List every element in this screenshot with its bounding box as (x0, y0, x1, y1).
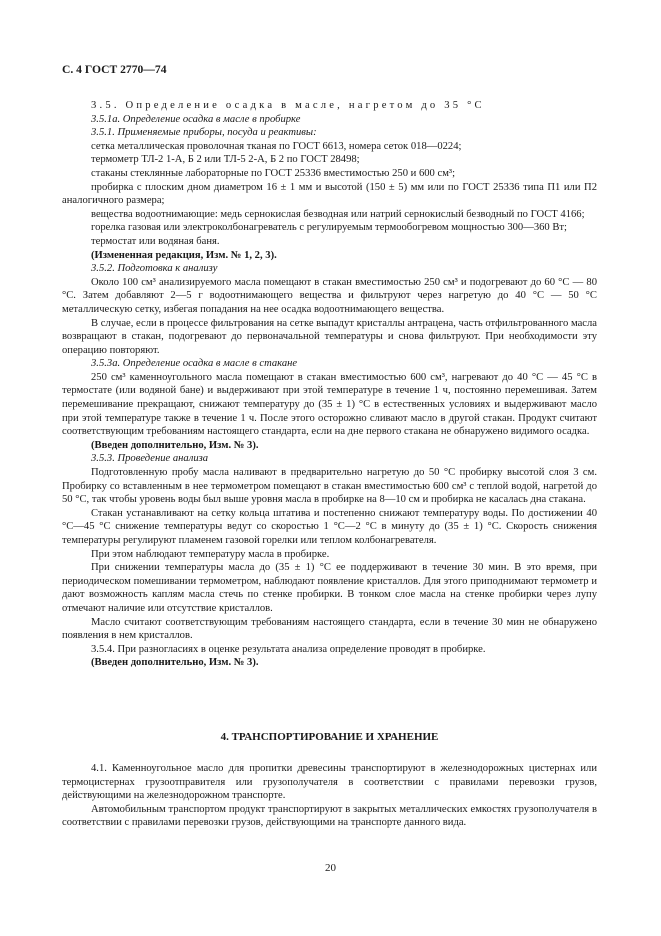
paragraph: Около 100 см³ анализируемого масла помещают в стакан вместимостью 250 см³ и подогревают до 60 °С — 80 °С. Затем добавляют 2—5 г водоотнимающего вещества и фильтруют через нагретую до 40 °С — 50 °С металлическую сетку, избегая попадания на нее осадка водоотнимающего вещества. (62, 276, 597, 315)
paragraph: Подготовленную пробу масла наливают в предварительно нагретую до 50 °С пробирку высотой слоя 3 см. Пробирку со вставленным в нее термометром помещают в стакан вместимостью 600 см³ с теплой водой, нагретой до 50 °С, так чтобы уровень воды был выше уровня масла в пробирке на 8—10 см и пробирка не касалась дна стакана. (62, 467, 597, 506)
amendment-note: (Введен дополнительно, Изм. № 3). (91, 657, 259, 669)
subsection-3-5-2: 3.5.2. Подготовка к анализу (91, 263, 218, 275)
amendment-note: (Введен дополнительно, Изм. № 3). (91, 439, 259, 451)
section-heading-3-5: 3.5. Определение осадка в масле, нагретом до 35 °С (91, 100, 485, 111)
list-item: горелка газовая или электроколбонагреватель с регулируемым термообогревом мощностью 300—360 Вт; (91, 222, 567, 234)
section-3-5 (62, 99, 597, 670)
subsection-3-5-1a: 3.5.1а. Определение осадка в масле в пробирке (91, 113, 301, 125)
list-item: термометр ТЛ-2 1-А, Б 2 или ТЛ-5 2-А, Б 2 по ГОСТ 28498; (91, 154, 360, 166)
amendment-note: (Измененная редакция, Изм. № 1, 2, 3). (91, 249, 277, 261)
paragraph: Масло считают соответствующим требованиям настоящего стандарта, если в течение 30 мин не обнаружено появления в нем кристаллов. (62, 616, 597, 642)
subsection-3-5-1: 3.5.1. Применяемые приборы, посуда и реактивы: (91, 127, 317, 139)
paragraph: Автомобильным транспортом продукт транспортируют в закрытых металлических емкостях грузополучателя в соответствии с правилами перевозки грузов, действующими на транспорте данного вида. (62, 803, 597, 829)
paragraph: В случае, если в процессе фильтрования на сетке выпадут кристаллы антрацена, часть отфильтрованного масла возвращают в стакан, подогревают до первоначальной температуры и снова фильтруют. При необходимости эту операцию повторяют. (62, 317, 597, 356)
section-heading-4: 4. ТРАНСПОРТИРОВАНИЕ И ХРАНЕНИЕ (220, 731, 439, 743)
paragraph: 250 см³ каменноугольного масла помещают в стакан вместимостью 600 см³, нагревают до 40 °С — 45 °С в термостате (или водяной бане) и выдерживают при этой температуре в течение 1 ч, постоянно перемешивая. Затем перемешивание прекращают, снижают температуру до (35 ± 1) °С в естественных условиях и выдерживают масло при этой температуре также в течение 1 ч. После этого осторожно сливают масло в другой стакан. Продукт считают соответствующим требованиям настоящего стандарта, если на дне первого стакана не обнаружено видимого осадка. (62, 371, 597, 438)
paragraph: При этом наблюдают температуру масла в пробирке. (91, 548, 330, 560)
paragraph: 4.1. Каменноугольное масло для пропитки древесины транспортируют в железнодорожных цистернах или термоцистернах грузоотправителя или грузополучателя в соответствии с правилами перевозки грузов, действующими на железнодорожном транспорте. (62, 763, 597, 802)
paragraph: При снижении температуры масла до (35 ± 1) °С ее поддерживают в течение 30 мин. В это время, при периодическом помешивании термометром, наблюдают появление кристаллов. Для этого приподнимают термометр и дают возможность каплям масла стечь по стенке пробирки. В тонком слое масла на стенке пробирки через лупу отмечают наличие или отсутствие кристаллов. (62, 562, 597, 614)
paragraph: 3.5.4. При разногласиях в оценке результата анализа определение проводят в пробирке. (91, 643, 486, 655)
list-item: сетка металлическая проволочная тканая по ГОСТ 6613, номера сеток 018—0224; (91, 140, 462, 152)
section-4 (62, 762, 597, 830)
subsection-3-5-3a: 3.5.3а. Определение осадка в масле в стакане (91, 358, 298, 370)
page-number: 20 (325, 862, 336, 874)
list-item: пробирка с плоским дном диаметром 16 ± 1 мм и высотой (150 ± 5) мм или по ГОСТ 25336 типа П1 или П2 аналогичного размера; (62, 181, 597, 207)
paragraph: Стакан устанавливают на сетку кольца штатива и постепенно снижают температуру воды. По достижении 40 °С—45 °С снижение температуры ведут со скоростью 1 °С—2 °С в минуту до (35 ± 1) °С. Скорость снижения температуры регулируют пламенем газовой горелки или теплом колбонагревателя. (62, 507, 597, 546)
subsection-3-5-3: 3.5.3. Проведение анализа (91, 453, 209, 465)
list-item: термостат или водяная баня. (91, 235, 220, 247)
list-item: вещества водоотнимающие: медь сернокислая безводная или натрий сернокислый безводный по ГОСТ 4166; (91, 208, 585, 220)
list-item: стаканы стеклянные лабораторные по ГОСТ 25336 вместимостью 250 и 600 см³; (91, 167, 456, 179)
page-header: С. 4 ГОСТ 2770—74 (62, 63, 167, 76)
